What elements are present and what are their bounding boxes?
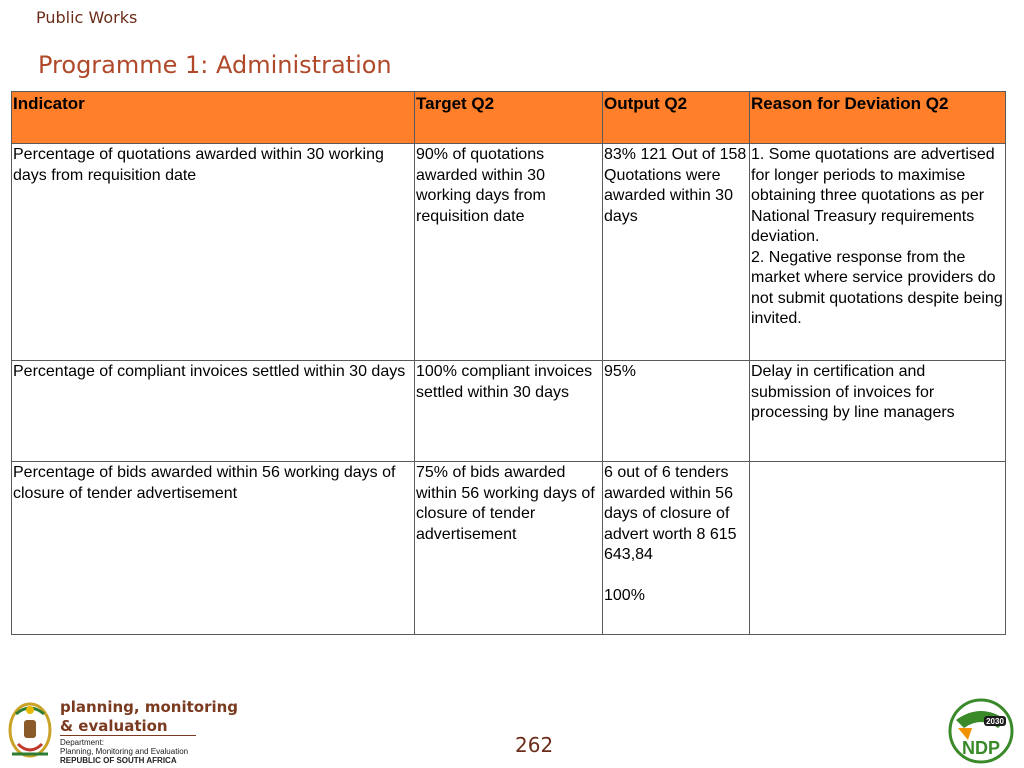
header-reason: Reason for Deviation Q2 (750, 92, 1006, 144)
department-block (60, 738, 188, 765)
cell-target: 75% of bids awarded within 56 working days of closure of tender advertisement (415, 462, 603, 635)
pme-logo-text (60, 698, 238, 736)
cell-output: 95% (603, 361, 750, 462)
page-number: 262 (515, 733, 554, 757)
dept-line-2: Planning, Monitoring and Evaluation (60, 747, 189, 756)
organization-name: Public Works (36, 8, 138, 27)
indicator-table (11, 91, 1006, 635)
header-indicator: Indicator (12, 92, 415, 144)
cell-output: 83% 121 Out of 158 Quotations were awarded within 30 days (603, 144, 750, 361)
ndp-year: 2030 (986, 717, 1004, 726)
page-title: Programme 1: Administration (38, 51, 392, 79)
cell-target: 100% compliant invoices settled within 30 days (415, 361, 603, 462)
cell-indicator: Percentage of bids awarded within 56 working days of closure of tender advertisement (12, 462, 415, 635)
pme-line-2: & evaluation (60, 717, 168, 735)
pme-line-1: planning, monitoring (60, 698, 239, 716)
cell-reason: 1. Some quotations are advertised for longer periods to maximise obtaining three quotations as per National Treasury requirements deviation. 2. Negative response from the market where service providers do not submit quotations despite being invited. (750, 144, 1006, 361)
cell-reason (750, 462, 1006, 635)
table-row (12, 462, 1006, 635)
table-header-row (12, 92, 1006, 144)
header-output: Output Q2 (603, 92, 750, 144)
pme-divider (60, 735, 196, 736)
dept-line-3: REPUBLIC OF SOUTH AFRICA (60, 756, 177, 765)
table-row (12, 144, 1006, 361)
cell-target: 90% of quotations awarded within 30 working days from requisition date (415, 144, 603, 361)
ndp-text: NDP (961, 738, 1001, 758)
header-target: Target Q2 (415, 92, 603, 144)
cell-output: 6 out of 6 tenders awarded within 56 days of closure of advert worth 8 615 643,84 100% (603, 462, 750, 635)
ndp-logo-icon (948, 698, 1014, 764)
cell-indicator: Percentage of compliant invoices settled within 30 days (12, 361, 415, 462)
cell-indicator: Percentage of quotations awarded within 30 working days from requisition date (12, 144, 415, 361)
cell-reason: Delay in certification and submission of invoices for processing by line managers (750, 361, 1006, 462)
table-row (12, 361, 1006, 462)
dept-line-1: Department: (60, 738, 105, 747)
